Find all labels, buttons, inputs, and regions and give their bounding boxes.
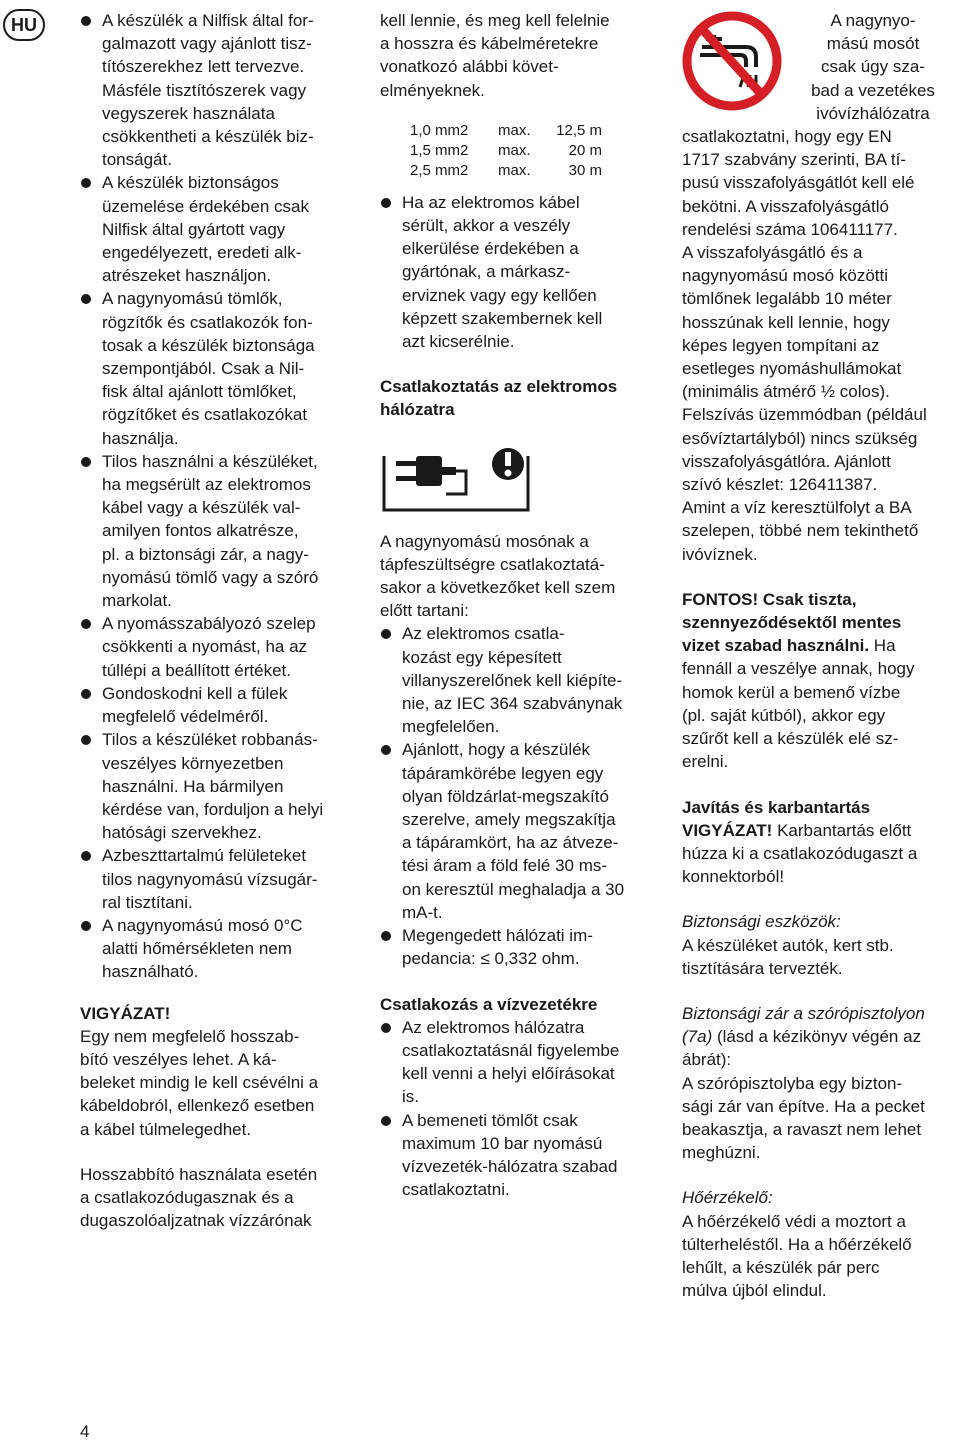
electrical-bullet-list [380,622,662,970]
safety-lock-heading: Biztonsági zár a szórópisztolyon (7a) [682,1003,925,1047]
plug-icon [382,434,662,516]
bullet-item: A nagynyomású tömlők, rögzítők és csatlakozók fon- tosak a készülék biztonsága szempontjából. Csak a Nil- fisk által ajánlott tömlőket, rögzítőket és csatlakozókat használja. [80,287,352,449]
water-connection-heading: Csatlakozás a vízvezetékre [380,994,598,1014]
bullet-item: Ajánlott, hogy a készülék tápáramkörébe legyen egy olyan földzárlat-megszakító szerelve, amely megszakítja a tápáramkört, ha az átveze- tési áram a föld felé 30 ms- on keresztül meghaladja a 30 mA-t. [380,738,662,924]
cable-damage-bullet: Ha az elektromos kábel sérült, akkor a veszély elkerülése érdekében a gyártónak, a márkasz- erviznek vagy egy kellően képzett szakembernek kell azt kicserélnie. [380,191,662,353]
extension-cord-text: Hosszabbító használata esetén a csatlakozódugasznak és a dugaszolóaljzatnak vízzárónak [80,1164,318,1231]
continued-text: kell lennie, és meg kell felelnie a hosszra és kábelméretekre vonatkozó alábbi követ- elményeknek. [380,11,610,100]
bullet-item: Az elektromos hálózatra csatlakoztatásnál figyelembe kell venni a helyi előírásokat is. [380,1016,662,1109]
language-badge: HU [3,9,45,41]
bullet-item: A bemeneti tömlőt csak maximum 10 bar nyomású vízvezeték-hálózatra szabad csatlakoztatni. [380,1109,662,1202]
cable-table-cell-size: 1,5 mm2 [410,141,469,159]
column-3 [682,9,958,1302]
cable-length-table [410,121,662,181]
thermal-sensor-text: A hőérzékelő védi a moztort a túlterheléstől. Ha a hőérzékelő lehűlt, a készülék pár perc múlva újból elindul. [682,1211,912,1301]
bullet-item: Gondoskodni kell a fülek megfelelő védelméről. [80,682,352,728]
safety-bullet-list [80,9,352,984]
electrical-intro: A nagynyomású mosónak a tápfeszültségre csatlakoztatá- sakor a következőket kell szem előtt tartani: [380,531,616,621]
safety-lock-text: (lásd a kézikönyv végén az ábrát): A szórópisztolyba egy bizton- sági zár van építve. Ha a pecket beakasztja, a ravaszt nem lehet meghúzni. [682,1027,925,1163]
cable-table-cell-max: max. [498,121,531,139]
cable-table-row [410,121,662,141]
electrical-connection-heading: Csatlakoztatás az elektromos hálózatra [380,377,618,420]
safety-devices-text: A készüléket autók, kert stb. tisztítására tervezték. [682,935,894,978]
bullet-item: A készülék biztonságos üzemelése érdekében csak Nilfisk által gyártott vagy engedélyezett, eredeti alk- atrészeket használjon. [80,171,352,287]
cable-table-row [410,161,662,181]
cable-table-cell-len: 30 m [568,161,602,179]
cable-table-cell-len: 20 m [568,141,602,159]
no-drinking-water-icon [682,9,798,125]
thermal-sensor-heading: Hőérzékelő: [682,1188,773,1208]
maintenance-text: Karbantartás előtt húzza ki a csatlakozódugaszt a konnektorból! [682,820,918,887]
bullet-item: A nagynyomású mosó 0°C alatti hőmérsékleten nem használható. [80,914,352,984]
cable-table-cell-max: max. [498,141,531,159]
page-number: 4 [80,1422,90,1441]
maintenance-note [682,819,958,889]
warning-text: Egy nem megfelelő hosszab- bító veszélyes lehet. A ká- beleket mindig le kell csévélni a kábeldobról, ellenkező esetben a kábel túlmelegedhet. [80,1026,319,1139]
cable-table-cell-size: 1,0 mm2 [410,121,469,139]
column-2 [380,9,662,1201]
clean-water-note [682,588,958,774]
water-bullet-list [380,1016,662,1202]
safety-lock-note [682,1002,958,1164]
backflow-text: csatlakoztatni, hogy egy EN 1717 szabvány szerinti, BA tí- pusú visszafolyásgátlót kell elé bekötni. A visszafolyásgátló rendelési száma 106411177. A visszafolyásgátló és a nagynyomású mosó közötti tömlőnek legalább 10 méter hosszúnak kell lennie, hogy képes legyen tompítani az esetleges nyomáshullámokat (minimális átmérő ½ colos). Felszívás üzemmódban (például esővíztartályból) nincs szükség visszafolyásgátlóra. Ajánlott szívó készlet: 126411387. Amint a víz keresztülfolyt a BA szelepen, többé nem tekinthető ivóvíznek. [682,127,927,564]
bullet-item: A nyomásszabályozó szelep csökkenti a nyomást, ha az túllépi a beállított értéket. [80,612,352,682]
bullet-item: Tilos a készüléket robbanás- veszélyes környezetben használni. Ha bármilyen kérdése van, forduljon a helyi hatósági szervekhez. [80,728,352,844]
cable-table-row [410,141,662,161]
safety-devices-heading: Biztonsági eszközök: [682,912,841,932]
bullet-item: A készülék a Nilfisk által for- galmazott vagy ajánlott tisz- títószerekhez lett tervezve. Másféle tisztítószerek vagy vegyszerek használata csökkentheti a készülék biz- tonságát. [80,9,352,171]
cable-table-cell-size: 2,5 mm2 [410,161,469,179]
bullet-item: Az elektromos csatla- kozást egy képesített villanyszerelőnek kell kiépíte- nie, az IEC 364 szabványnak megfelelően. [380,622,662,738]
cable-table-cell-len: 12,5 m [556,121,602,139]
clean-water-warning: FONTOS! Csak tiszta, szennyeződésektől mentes vizet szabad használni. [682,589,902,656]
maintenance-heading: Javítás és karbantartás [682,797,871,817]
bullet-item: Tilos használni a készüléket, ha megsérült az elektromos kábel vagy a készülék val- amilyen fontos alkatrésze, pl. a biztonsági zár, a nagy- nyomású tömlő vagy a szóró markolat. [80,450,352,612]
backflow-intro-text: A nagynyo- mású mosót csak úgy sza- bad a vezetékes ivóvízhálózatra [811,11,935,123]
bullet-item: Azbeszttartalmú felületeket tilos nagynyomású vízsugár- ral tisztítani. [80,844,352,914]
warning-heading: VIGYÁZAT! [80,1003,171,1023]
bullet-item: Megengedett hálózati im- pedancia: ≤ 0,332 ohm. [380,924,662,970]
clean-water-text: Ha fennáll a veszélye annak, hogy homok kerül a bemenő vízbe (pl. saját kútból), akkor egy szűrőt kell a készülék elé sz- erelni. [682,636,915,772]
cable-table-cell-max: max. [498,161,531,179]
column-1 [80,9,352,1232]
maintenance-warning: VIGYÁZAT! [682,820,773,840]
